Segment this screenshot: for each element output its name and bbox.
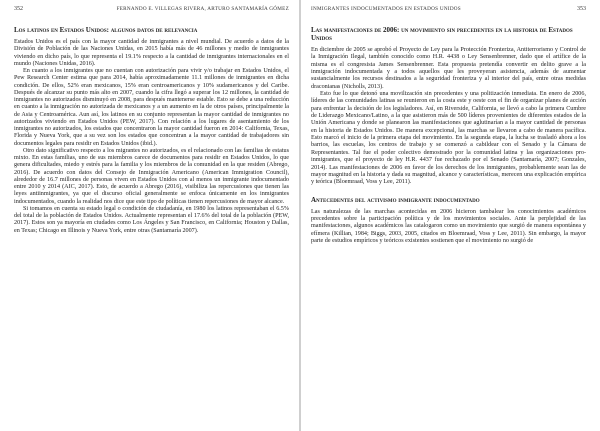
paragraph: En cuanto a los inmigrantes que no cuentan con autorización para vivir y/o trabajar en Estados Unidos, el Pew Research Center estima que para 2014, había aproximadamente 11.1 millones de inmigrantes en dicha condición. De ellos, 52% eran mexicanos, 15% eran centroamericanos y 10% sudamericanos y del Caribe. Después de alcanzar su punto más alto en 2007, cuando la cifra llegó a superar los 12 millones, la cantidad de inmigrantes no autorizados disminuyó en 2008, para después mantenerse estable. Esto se debe a una reducción en cuanto a la inmigración no autorizada de mexicanos y a un aumento en la de otros países, principalmente la de Asia y Centroamérica. Aun así, los latinos en su conjunto representan la mayor cantidad de inmigrantes no autorizados viviendo en Estados Unidos (PEW, 2017). Con relación a los lugares de asentamiento de los inmigrantes no autorizados, los estados que concentraron la mayor cantidad fueron en 2014: California, Texas, Florida y Nueva York, que a su vez son los estados que concentran a la mayor cantidad de trabajadores sin documentos legales para residir en Estados Unidos (ibid.). bbox=[14, 68, 289, 147]
paragraph: Esto fue lo que detonó una movilización sin precedentes y una politización inmediata. En enero de 2006, líderes de las comunidades latinas se reunieron en la costa este y oeste con el fin de organizar planes de acción para enfrentar la decisión de los legisladores. Así, en Riverside, California, se llevó a cabo la primera Cumbre de Liderazgo Mexicano/Latino, a la que asistieron más de 500 líderes provenientes de diferentes estados de la Unión Americana y donde se planearon las manifestaciones que aglutinarían a la mayor cantidad de personas en la historia de Estados Unidos. De manera excepcional, las marchas se llevaron a cabo de manera pacífica. Esto marcó el inicio de la primera etapa del movimiento. En la segunda etapa, la lucha se trasladó ahora a los barrios, las escuelas, los centros de trabajo y se comenzó a cabildear con el Senado y la Cámara de Representantes. Tal fue el poder colectivo demostrado por la comunidad latina y las organizaciones pro-inmigrantes, que el proyecto de ley H.R. 4437 fue rechazado por el Senado (Santamaría, 2007; Gonzales, 2014). Las manifestaciones de 2006 en favor de los derechos de los inmigrantes, probablemente sean las de mayor magnitud en la historia y dada su magnitud, alcance y características, merecen una explicación empírica y teórica (Bloemraad, Voss y Lee, 2011). bbox=[311, 91, 586, 186]
page-number-left: 352 bbox=[14, 6, 23, 12]
right-page bbox=[301, 0, 600, 431]
running-head-left bbox=[14, 6, 289, 12]
running-head-title: INMIGRANTES INDOCUMENTADOS EN ESTADOS UNIDOS bbox=[311, 6, 461, 12]
section-title-activism-background: Antecedentes del activismo inmigrante indocumentado bbox=[311, 195, 480, 204]
paragraph: Las naturalezas de las marchas acontecidas en 2006 hicieron tambalear los conocimientos académicos precedentes sobre la participación política y de los movimientos sociales. Ante la perplejidad de las manifestaciones, algunos académicos las catalogaron como un movimiento que surgió de manera espontánea y efímera (Killian, 1984; Biggs, 2003, 2005, citados en Bloemraad, Voss y Lee, 2011). Sin embargo, la mayor parte de estudios empíricos y teóricos existentes sostienen que el movimiento no surgió de bbox=[311, 208, 586, 244]
section-title-latinos-data: Los latinos en Estados Unidos: algunos datos de relevancia bbox=[14, 26, 198, 34]
paragraph: En diciembre de 2005 se aprobó el Proyecto de Ley para la Protección Fronteriza, Antiterrorismo y Control de la Inmigración Ilegal, también conocido como H.R. 4438 o Ley Sensenbrenner, dado que el artífice de la misma es el congresista James Sensenbrenner. Esta propuesta pretendía convertir en delito grave a la inmigración indocumentada y a todos aquellos que les proveyeran asistencia, además de aumentar sustancialmente los recursos destinados a la seguridad fronteriza y al interior del país, entre otras medidas draconianas (Nicholls, 2013). bbox=[311, 47, 586, 90]
running-head-right bbox=[311, 6, 586, 12]
left-page bbox=[0, 0, 299, 431]
paragraph: Estados Unidos es el país con la mayor cantidad de inmigrantes a nivel mundial. De acuerdo a datos de la División de Población de las Naciones Unidas, en 2015 había más de 46 millones y medio de inmigrantes viviendo en dicho país, lo que representa el 19.1% respecto a la cantidad de inmigrantes internacionales en el mundo (Naciones Unidas, 2016). bbox=[14, 39, 289, 67]
paragraph: Si tomamos en cuenta su estado legal o condición de ciudadanía, en 1980 los latinos representaban el 6.5% del total de la población de Estados Unidos. Actualmente representan el 17.6% del total de la población (PEW, 2017). Estos son ya mayoría en ciudades como Los Ángeles y San Francisco, en California; Houston y Dallas, en Texas; Chicago en Illinois y Nueva York, entre otras (Santamaría 2007). bbox=[14, 205, 289, 234]
section-title-2006-marches: Las manifestaciones de 2006: un movimiento sin precedentes en la historia de Estados Unidos bbox=[311, 26, 573, 42]
page-number-right: 353 bbox=[577, 6, 586, 12]
paragraph: Otro dato significativo respecto a los migrantes no autorizados, es el relacionado con las familias de estatus mixto. En estas familias, uno de sus miembros carece de documentos para residir en Estados Unidos, lo que genera dificultades, miedo y estrés para la familia y los miembros de la comunidad en la que residen (Abrego, 2016). De acuerdo con datos del Consejo de Inmigración Americano (American Immigration Council), alrededor de 16.7 millones de personas viven en Estados Unidos con al menos un inmigrante indocumentado entre 2010 y 2014 (AIC, 2017). Esto, de acuerdo a Abrego (2016), visibiliza las repercusiones que tienen las leyes antiinmigrantes, ya que el discurso oficial generalmente se enfoca únicamente en los inmigrantes indocumentados, cuando la realidad nos dice que este tipo de políticas tienen repercusiones de mayor alcance. bbox=[14, 147, 289, 205]
running-head-authors: FERNANDO E. VILLEGAS RIVERA, ARTURO SANTAMARÍA GÓMEZ bbox=[116, 6, 289, 12]
